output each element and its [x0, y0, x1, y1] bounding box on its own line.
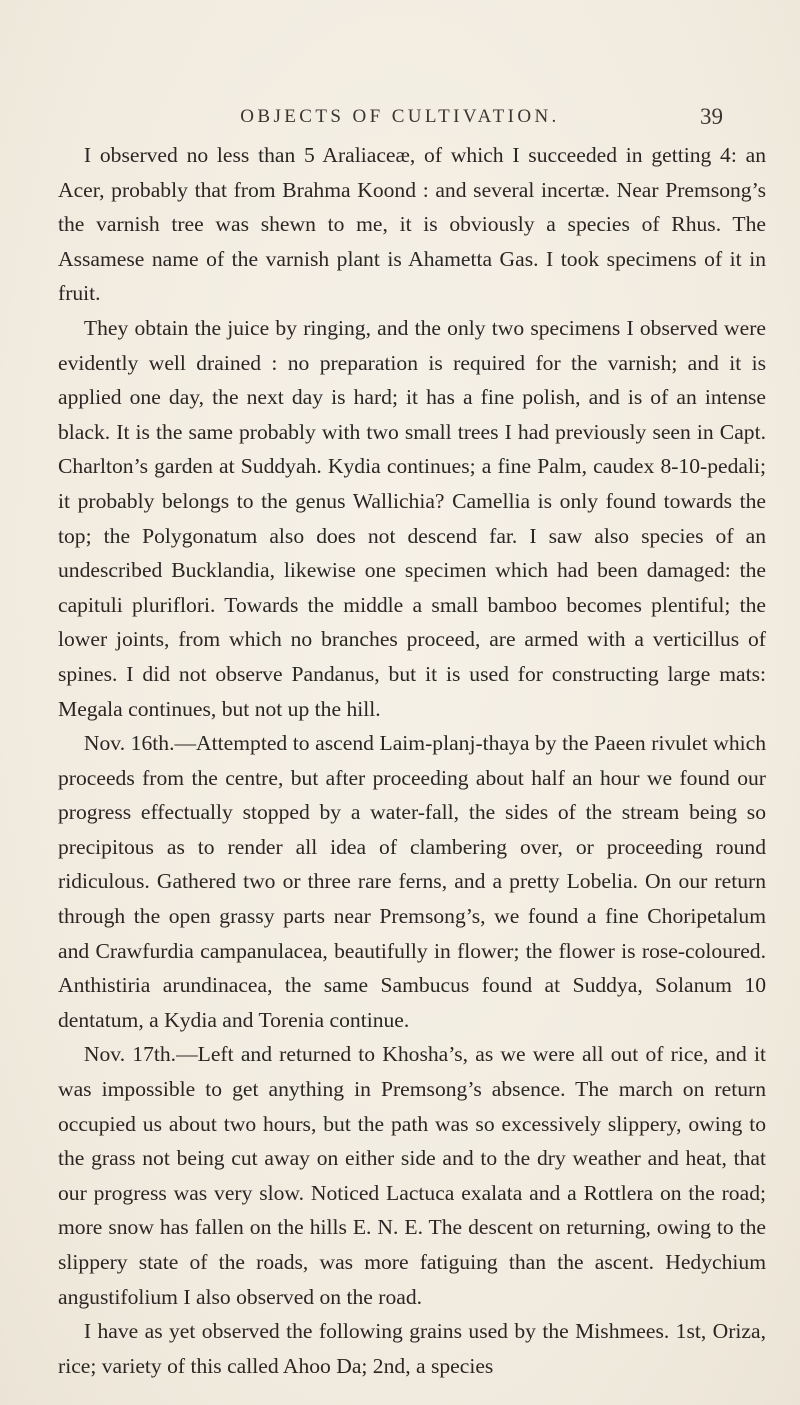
running-head: OBJECTS OF CULTIVATION.: [240, 106, 560, 127]
paragraph-araliaceae: I observed no less than 5 Araliaceæ, of which I succeeded in getting 4: an Acer, probably that from Brahma Koond : and several incertæ. Near Premsong’s the varnish tree was shewn to me, it is obviously a species of Rhus. The Assamese name of the varnish plant is Ahametta Gas. I took specimens of it in fruit.: [58, 143, 766, 306]
page-header: [0, 100, 800, 134]
paragraph-nov-16: Nov. 16th.—Attempted to ascend Laim-planj-thaya by the Paeen rivulet which proceeds from the centre, but after proceeding about half an hour we found our progress effectually stopped by a water-fall, the sides of the stream being so precipitous as to render all idea of clambering over, or proceeding round ridiculous. Gathered two or three rare ferns, and a pretty Lobelia. On our return through the open grassy parts near Premsong’s, we found a fine Choripetalum and Crawfurdia campanulacea, beautifully in flower; the flower is rose-coloured. Anthistiria arundinacea, the same Sambucus found at Suddya, Solanum 10 dentatum, a Kydia and Torenia continue.: [58, 731, 766, 1032]
page-number: 39: [700, 104, 723, 129]
body-text: [58, 138, 766, 1383]
paragraph-grains: I have as yet observed the following grains used by the Mishmees. 1st, Oriza, rice; variety of this called Ahoo Da; 2nd, a species: [58, 1319, 766, 1378]
paragraph-nov-17: Nov. 17th.—Left and returned to Khosha’s, as we were all out of rice, and it was impossible to get anything in Premsong’s absence. The march on return occupied us about two hours, but the path was so excessively slippery, owing to the grass not being cut away on either side and to the dry weather and heat, that our progress was very slow. Noticed Lactuca exalata and a Rottlera on the road; more snow has fallen on the hills E. N. E. The descent on returning, owing to the slippery state of the roads, was more fatiguing than the ascent. Hedychium angustifolium I also observed on the road.: [58, 1042, 766, 1309]
paragraph-varnish: They obtain the juice by ringing, and the only two specimens I observed were evidently well drained : no preparation is required for the varnish; and it is applied one day, the next day is hard; it has a fine polish, and is of an intense black. It is the same probably with two small trees I had previously seen in Capt. Charlton’s garden at Suddyah. Kydia continues; a fine Palm, caudex 8-10-pedali; it probably belongs to the genus Wallichia? Camellia is only found towards the top; the Polygonatum also does not descend far. I saw also species of an undescribed Bucklandia, likewise one specimen which had been damaged: the capituli pluriflori. Towards the middle a small bamboo becomes plentiful; the lower joints, from which no branches proceed, are armed with a verticillus of spines. I did not observe Pandanus, but it is used for constructing large mats: Megala continues, but not up the hill.: [58, 315, 766, 721]
